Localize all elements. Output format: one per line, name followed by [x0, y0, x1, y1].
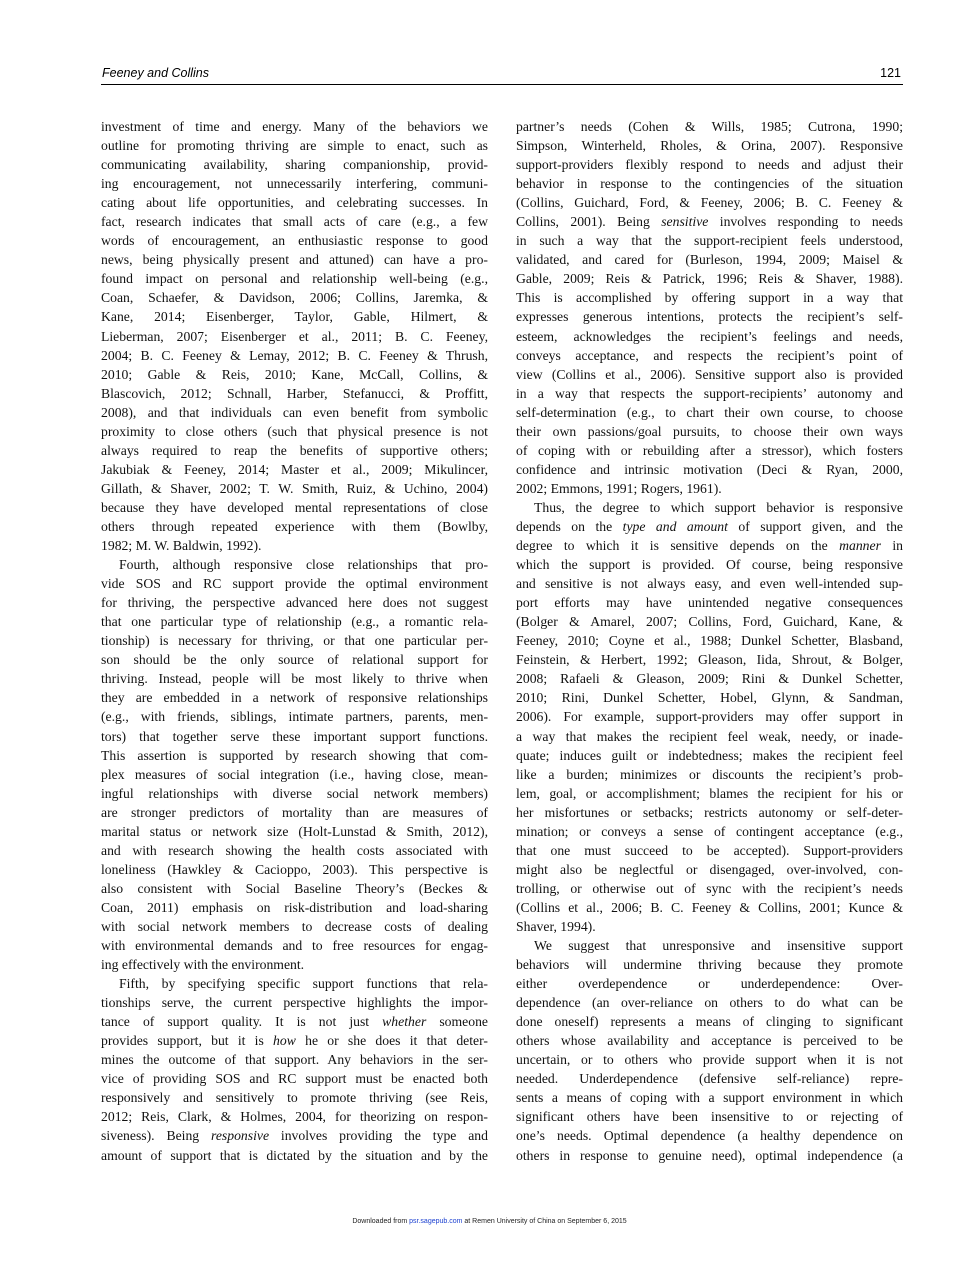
text-line: tionships serve, the current perspective highlights the impor-	[101, 995, 488, 1011]
text-line: Feeney, 2010; Coyne et al., 1988; Dunkel Schetter, Blasband,	[516, 633, 903, 649]
text-line: vice of providing SOS and RC support must be enacted both	[101, 1071, 488, 1087]
text-line: Thus, the degree to which support behavior is responsive	[534, 499, 903, 515]
text-line: investment of time and energy. Many of the behaviors we	[101, 119, 488, 134]
text-run: in	[880, 538, 903, 554]
text-line	[516, 536, 903, 555]
text-run: involves responding to needs	[708, 214, 903, 230]
text-line: cating about life opportunities, and celebrating successes. In	[101, 195, 488, 211]
text-line: port efforts may have unintended negative consequences	[516, 595, 903, 611]
text-line	[516, 212, 903, 231]
text-run: involves providing the type and	[269, 1128, 488, 1144]
text-line: confidence and intrinsic motivation (Deci & Ryan, 2000,	[516, 461, 903, 477]
text-line: others through repeated experience with them (Bowlby,	[101, 518, 488, 534]
text-line: support-providers flexibly respond to needs and adjust their	[516, 157, 903, 173]
emphasis: manner	[839, 538, 881, 554]
text-run: siveness). Being	[101, 1128, 212, 1144]
text-line: plex measures of social integration (i.e., having close, mean-	[101, 766, 488, 782]
text-line: 2008; Rafaeli & Gleason, 2009; Rini & Dunkel Schetter,	[516, 671, 903, 687]
text-line: partner’s needs (Cohen & Wills, 1985; Cutrona, 1990;	[516, 119, 903, 134]
text-run: provides support, but it is	[101, 1033, 274, 1049]
text-line: which the support is provided. Of course, being responsive	[516, 557, 903, 573]
text-line: tionship) is necessary for thriving, or that one particular per-	[101, 633, 488, 649]
right-text-column	[516, 117, 903, 1165]
text-line: son should be the only source of relational support for	[101, 652, 488, 668]
text-line: and sensitive is not always easy, and even well-intended sup-	[516, 576, 903, 592]
footer-suffix: at Remen University of China on September 6, 2015	[462, 1218, 627, 1225]
text-line: Coan, Schaefer, & Davidson, 2006; Collins, Jaremka, &	[101, 290, 488, 306]
text-line: 2012; Reis, Clark, & Holmes, 2004, for theorizing on respon-	[101, 1109, 488, 1125]
text-line: that one particular type of relationship (e.g., a romantic rela-	[101, 614, 488, 630]
text-line	[101, 1126, 488, 1145]
text-line: with social network members to decrease costs of dealing	[101, 918, 488, 934]
text-line: Fifth, by specifying specific support functions that rela-	[119, 976, 488, 992]
text-line: ing effectively with the environment.	[101, 957, 305, 973]
text-line: (Collins, Guichard, Ford, & Feeney, 2006; B. C. Feeney &	[516, 195, 903, 211]
text-line: mines the outcome of that support. Any behaviors in the ser-	[101, 1052, 488, 1068]
emphasis: responsive	[211, 1128, 270, 1144]
text-line: dependence (an over-reliance on others to do what can be	[516, 995, 903, 1011]
left-text-column	[101, 117, 488, 1165]
text-line: outline for promoting thriving are simple to enact, such as	[101, 138, 488, 154]
text-line: We suggest that unresponsive and insensitive support	[534, 938, 903, 954]
text-line: Gillath, & Shaver, 2002; T. W. Smith, Ruiz, & Uchino, 2004)	[101, 480, 488, 496]
text-line: her misfortunes or setbacks; restricts autonomy or self-deter-	[516, 804, 903, 820]
emphasis: how	[273, 1033, 296, 1049]
text-line: behavior in response to the contingencies of the situation	[516, 176, 903, 192]
text-line: their own passions/goal pursuits, to choose their own ways	[516, 423, 903, 439]
text-line: conveys acceptance, and respects the recipient’s point of	[516, 347, 903, 363]
text-line: 1982; M. W. Baldwin, 1992).	[101, 538, 262, 554]
text-line: news, being physically present and attuned) can have a pro-	[101, 252, 488, 268]
text-line: This is accomplished by offering support in a way that	[516, 290, 903, 306]
text-line: Blascovich, 2012; Schnall, Harber, Stefanucci, & Proffitt,	[101, 385, 488, 401]
text-line: words of encouragement, an enthusiastic response to good	[101, 233, 488, 249]
text-line: might also be neglectful or disengaged, over-involved, con-	[516, 861, 903, 877]
emphasis: whether	[382, 1014, 427, 1030]
text-line	[101, 1031, 488, 1050]
text-line: validated, and cared for (Burleson, 1994, 2009; Maisel &	[516, 252, 903, 268]
emphasis: type and amount	[622, 518, 728, 534]
text-line	[516, 517, 903, 536]
text-line: This assertion is supported by research showing that com-	[101, 747, 488, 763]
text-line: responsively and sensitively to promote thriving (see Reis,	[101, 1090, 488, 1106]
text-line: Lieberman, 2007; Eisenberger et al., 2011; B. C. Feeney,	[101, 328, 488, 344]
text-line: ing encouragement, not unnecessarily interfering, communi-	[101, 176, 488, 192]
text-line: of coping with or rebuilding after a stressor), which fosters	[516, 442, 903, 458]
text-line: 2002; Emmons, 1991; Rogers, 1961).	[516, 480, 722, 496]
text-line: (e.g., with friends, siblings, intimate partners, parents, men-	[101, 709, 488, 725]
text-line: significant others have been insensitive to or rejecting of	[516, 1109, 903, 1125]
text-run: depends on the	[516, 518, 623, 534]
page-number: 121	[880, 66, 901, 80]
text-line: amount of support that is dictated by the situation and by the	[101, 1147, 488, 1163]
text-line: self-determination (e.g., to chart their own course, to choose	[516, 404, 903, 420]
text-line: for thriving, the perspective advanced here does not suggest	[101, 595, 488, 611]
text-line: Fourth, although responsive close relationships that pro-	[119, 557, 488, 573]
text-line: Coan, 2011) emphasis on risk-distribution and load-sharing	[101, 899, 488, 915]
running-header	[101, 64, 903, 85]
text-line: either overdependence or underdependence: Over-	[516, 976, 903, 992]
footer-link[interactable]: psr.sagepub.com	[409, 1218, 463, 1225]
text-line: 2008), and that individuals can even benefit from symbolic	[101, 404, 488, 420]
text-line: Feinstein, & Herbert, 1992; Gleason, Iida, Shrout, & Bolger,	[516, 652, 903, 668]
text-line: mination; or conveys a sense of contingent acceptance (e.g.,	[516, 823, 903, 839]
text-line: Shaver, 1994).	[516, 918, 596, 934]
text-line: expresses generous intentions, protects the recipient’s self-	[516, 309, 903, 325]
text-line: others in response to genuine need), optimal independence (a	[516, 1147, 903, 1163]
text-line: (Collins et al., 2006; B. C. Feeney & Collins, 2001; Kunce &	[516, 899, 903, 915]
text-line: needed. Underdependence (defensive self-reliance) repre-	[516, 1071, 903, 1087]
emphasis: sensitive	[661, 214, 709, 230]
text-line: done oneself) represents a means of clinging to significant	[516, 1014, 903, 1030]
text-line: 2006). For example, support-providers may offer support in	[516, 709, 903, 725]
footer-prefix: Downloaded from	[352, 1218, 410, 1225]
text-line: trolling, or otherwise out of sync with the recipient’s needs	[516, 880, 903, 896]
text-line: in such a way that the support-recipient feels understood,	[516, 233, 903, 249]
text-line: 2004; B. C. Feeney & Lemay, 2012; B. C. Feeney & Thrush,	[101, 347, 488, 363]
text-line: thriving. Instead, people will be most likely to thrive when	[101, 671, 488, 687]
text-run: tance of support quality. It is not just	[101, 1014, 383, 1030]
text-line: Kane, 2014; Eisenberger, Taylor, Gable, Hilmert, &	[101, 309, 488, 325]
download-footer	[0, 1218, 979, 1225]
text-line: sents a means of coping with a support environment in which	[516, 1090, 903, 1106]
text-line: always required to reap the benefits of supportive others;	[101, 442, 488, 458]
text-line: like a burden; minimizes or discounts the recipient’s prob-	[516, 766, 903, 782]
text-run: someone	[426, 1014, 489, 1030]
text-line: marital status or network size (Holt-Lunstad & Smith, 2012),	[101, 823, 488, 839]
text-line: lem, goal, or accomplishment; blames the recipient for his or	[516, 785, 903, 801]
text-line: proximity to close others (such that physical presence is not	[101, 423, 488, 439]
text-run: Collins, 2001). Being	[516, 214, 662, 230]
text-line: that one must succeed to be accepted). Support-providers	[516, 842, 903, 858]
text-line: and with research showing the health costs associated with	[101, 842, 488, 858]
text-run: degree to which it is sensitive depends on the	[516, 538, 840, 554]
text-line: fact, research indicates that small acts of care (e.g., a few	[101, 214, 488, 230]
text-line: 2010; Rini, Dunkel Schetter, Hobel, Glynn, & Sandman,	[516, 690, 903, 706]
text-line: esteem, acknowledges the recipient’s feelings and needs,	[516, 328, 903, 344]
text-line: ingful relationships with diverse social network members)	[101, 785, 488, 801]
text-line: Gable, 2009; Reis & Patrick, 1996; Reis & Shaver, 1988).	[516, 271, 903, 287]
text-run: of support given, and the	[727, 518, 904, 534]
text-line: others whose availability and acceptance is perceived to be	[516, 1033, 903, 1049]
text-line: also consistent with Social Baseline Theory’s (Beckes &	[101, 880, 488, 896]
text-line: in a way that respects the support-recipients’ autonomy and	[516, 385, 903, 401]
text-line: found impact on personal and relationship well-being (e.g.,	[101, 271, 488, 287]
text-line: a way that makes the recipient feel weak, needy, or inade-	[516, 728, 903, 744]
text-line: because they have developed mental representations of close	[101, 499, 488, 515]
text-line: loneliness (Hawkley & Cacioppo, 2003). This perspective is	[101, 861, 488, 877]
text-line: they are embedded in a network of responsive relationships	[101, 690, 488, 706]
text-line: are stronger predictors of mortality than are measures of	[101, 804, 488, 820]
text-line: one’s needs. Optimal dependence (a healthy dependence on	[516, 1128, 903, 1144]
text-line: uncertain, or to others who provide support when it is not	[516, 1052, 903, 1068]
text-run: he or she does it that deter-	[295, 1033, 488, 1049]
text-line: Simpson, Winterheld, Rholes, & Orina, 2007). Responsive	[516, 138, 903, 154]
running-head-authors: Feeney and Collins	[102, 66, 210, 80]
text-line: tors) that together serve these important support functions.	[101, 728, 488, 744]
text-line: vide SOS and RC support provide the optimal environment	[101, 576, 488, 592]
text-line: behaviors will undermine thriving because they promote	[516, 957, 903, 973]
text-line: quate; induces guilt or indebtedness; makes the recipient feel	[516, 747, 903, 763]
text-line: with environmental demands and to free resources for engag-	[101, 938, 488, 954]
text-line: 2010; Gable & Reis, 2010; Kane, McCall, Collins, &	[101, 366, 488, 382]
text-line: Jakubiak & Feeney, 2014; Master et al., 2009; Mikulincer,	[101, 461, 488, 477]
text-line	[101, 1012, 488, 1031]
text-line: (Bolger & Amarel, 2007; Collins, Ford, Guichard, Kane, &	[516, 614, 903, 630]
text-line: view (Collins et al., 2006). Sensitive support also is provided	[516, 366, 903, 382]
text-line: communicating availability, sharing companionship, provid-	[101, 157, 488, 173]
